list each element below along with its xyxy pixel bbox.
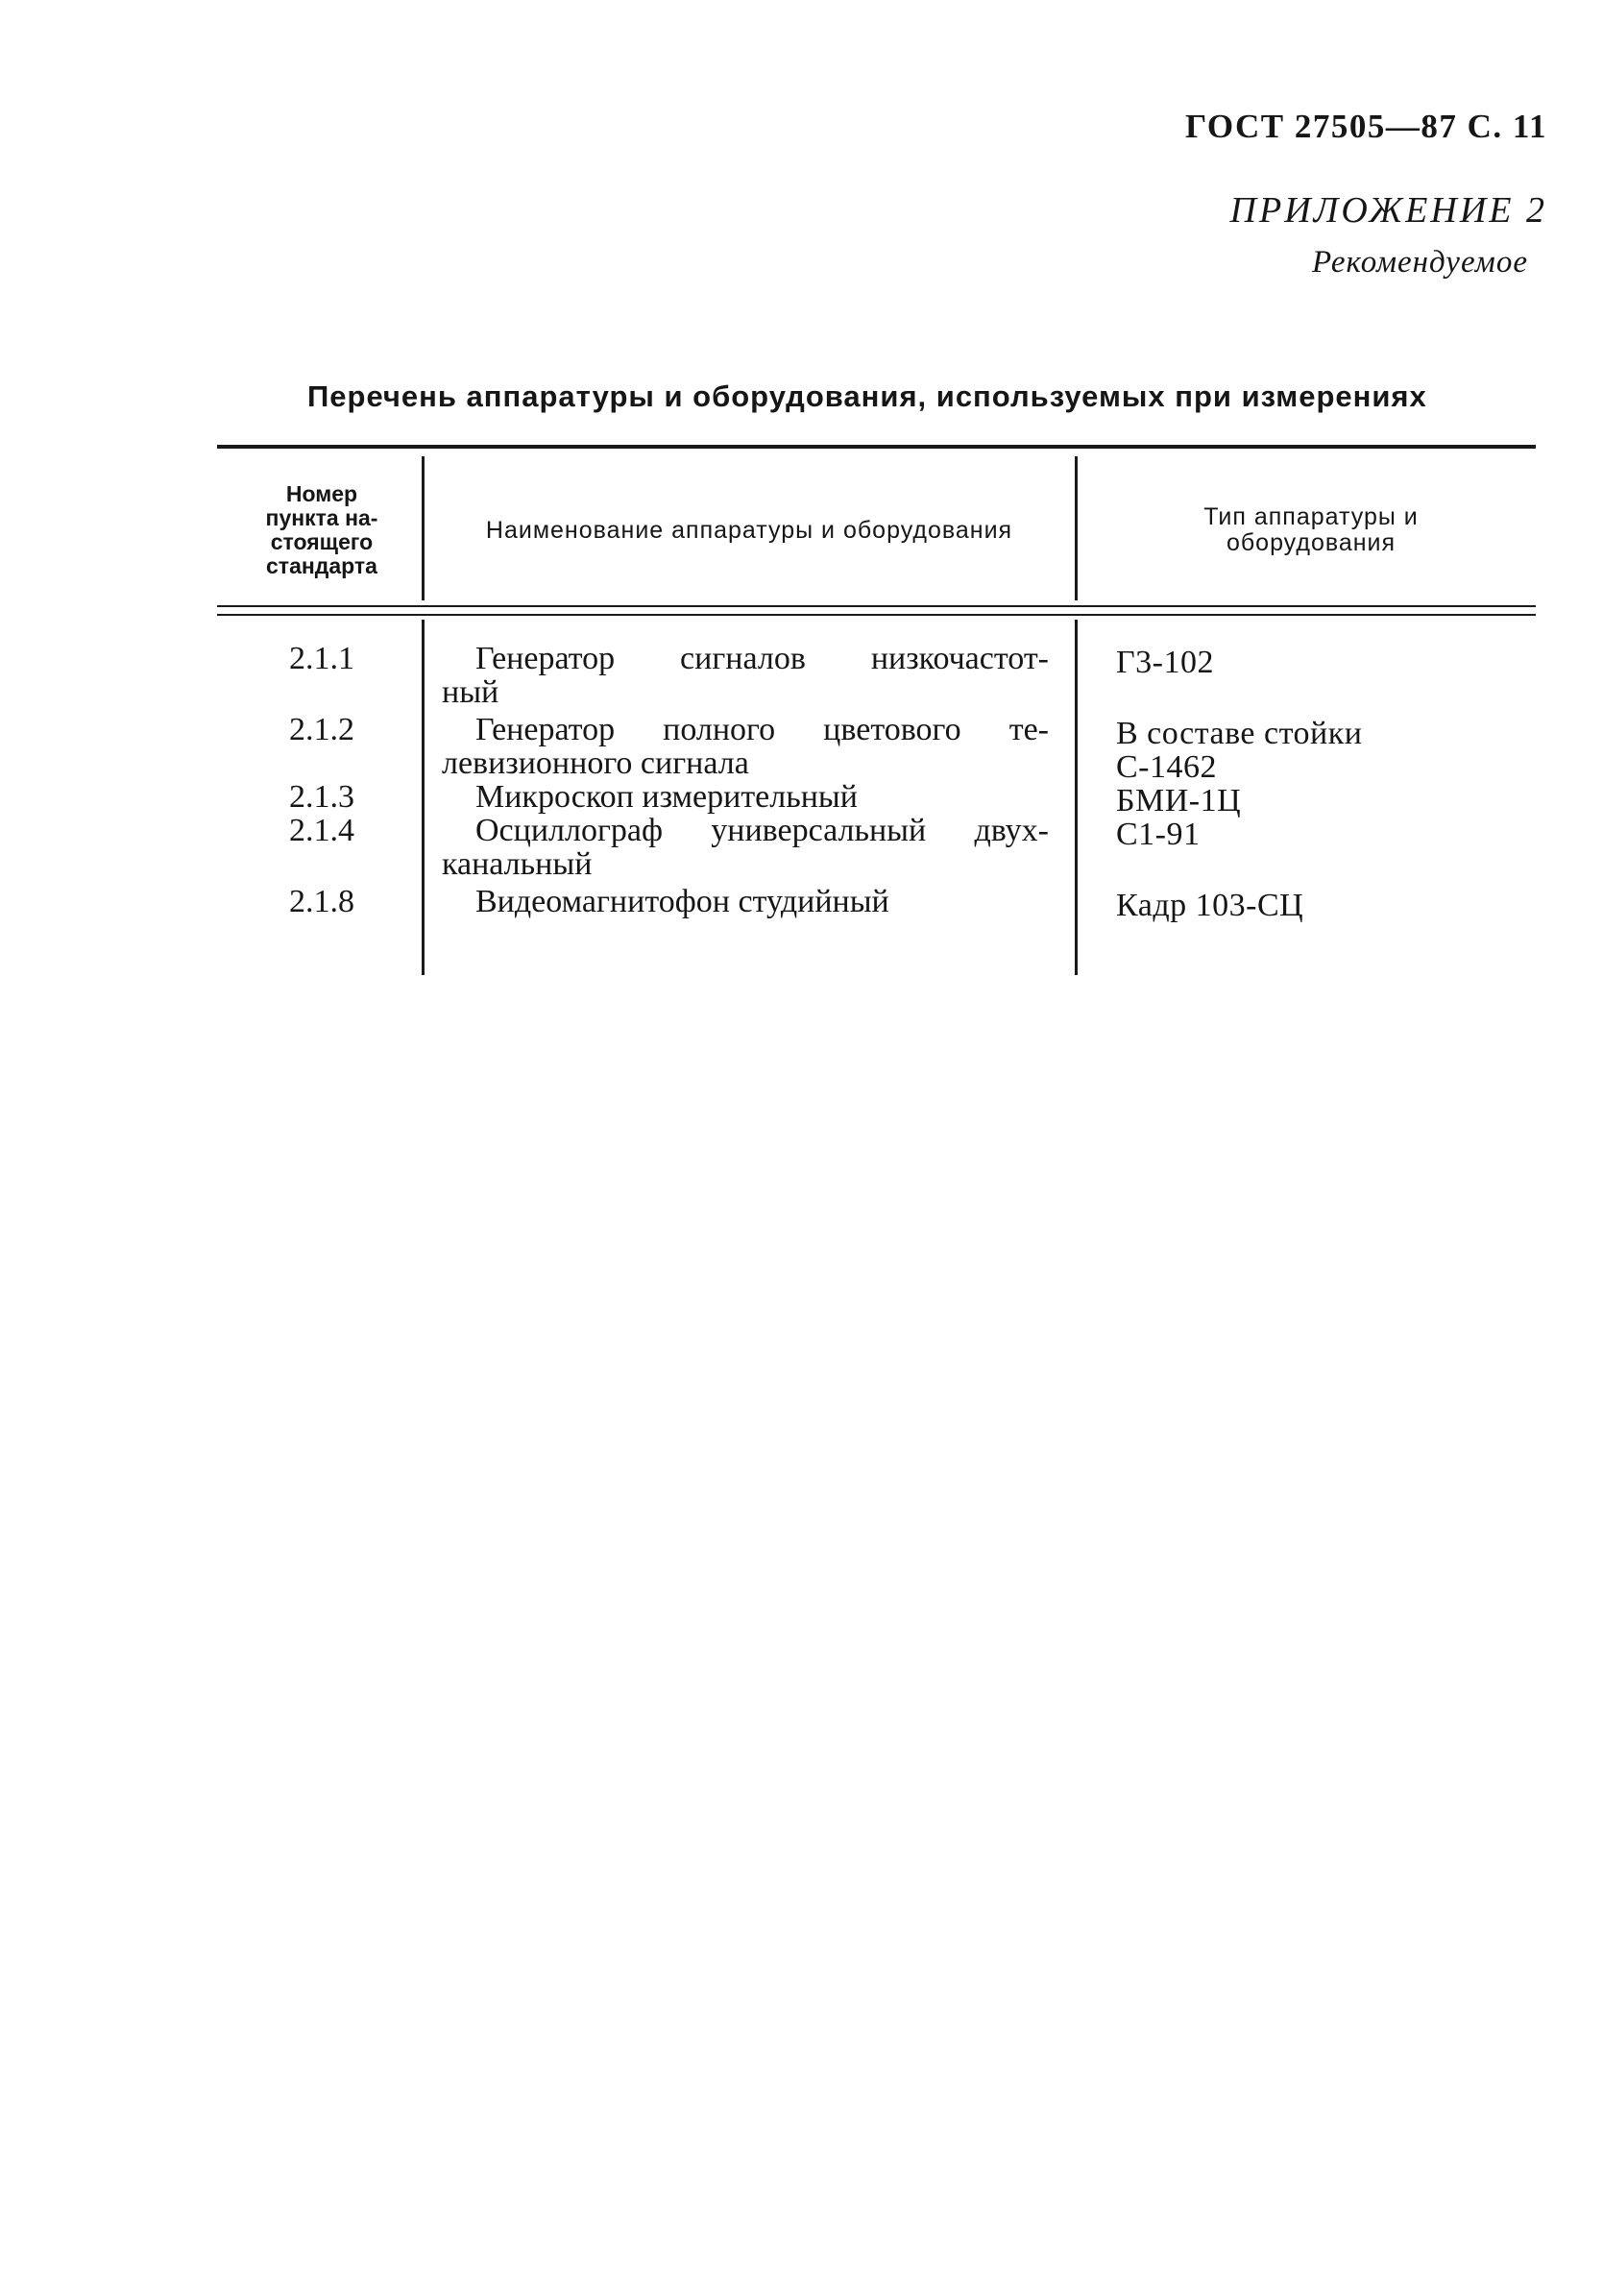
page-header: ГОСТ 27505—87 С. 11 [1184,108,1547,145]
column-header-number-line: Номер [285,481,358,506]
row-name-line: Генератор сигналов низкочастот- [475,641,1049,676]
column-header-name: Наименование аппаратуры и оборудования [485,516,1013,544]
row-name [442,642,1049,709]
column-divider [422,620,425,975]
column-divider [1075,620,1078,975]
column-divider [422,456,425,600]
column-header-type-line: оборудования [1226,529,1397,556]
table-header-rule [217,605,1536,607]
appendix-title: ПРИЛОЖЕНИЕ 2 [1229,190,1547,231]
column-header-number [231,463,413,598]
column-header-number-line: стоящего [270,529,374,554]
column-header-number-line: стандарта [266,553,377,578]
row-type [1116,646,1529,679]
row-number: 2.1.8 [289,884,354,919]
row-name-line: Микроскоп измерительный [475,779,858,815]
row-name-line: левизионного сигнала [442,745,749,781]
table-caption: Перечень аппаратуры и оборудования, используемых при измерениях [307,379,1427,413]
table-header-rule-double [217,614,1536,616]
row-type [1116,717,1529,784]
row-name-line: Осциллограф универсальный двух- [475,813,1049,848]
row-name-line: канальный [442,846,593,882]
row-type-line: БМИ-1Ц [1116,783,1242,818]
column-header-type [1085,463,1537,598]
row-type-line: Кадр 103-СЦ [1116,888,1304,923]
table-top-rule [217,445,1536,449]
row-number: 2.1.2 [289,712,354,747]
row-type-line: Г3-102 [1116,645,1214,680]
row-type-line: В составе стойки [1116,716,1363,751]
row-name-line: Видеомагнитофон студийный [475,884,889,919]
row-name-line: Генератор полного цветового те- [475,712,1049,747]
column-divider [1075,456,1078,600]
row-number: 2.1.3 [289,779,354,815]
row-number: 2.1.4 [289,813,354,848]
row-type-line: С1-91 [1116,817,1201,852]
column-header-number-line: пункта на- [265,505,378,530]
appendix-status: Рекомендуемое [1311,245,1528,280]
row-type-line: С-1462 [1116,749,1217,785]
row-number: 2.1.1 [289,641,354,676]
row-name [442,780,1049,814]
row-name [442,885,1049,918]
column-header-type-line: Тип аппаратуры и [1203,503,1419,530]
row-name [442,814,1049,881]
row-type [1116,784,1529,818]
row-type [1116,818,1529,851]
row-name [442,713,1049,780]
row-type [1116,889,1529,922]
row-name-line: ный [442,674,499,710]
